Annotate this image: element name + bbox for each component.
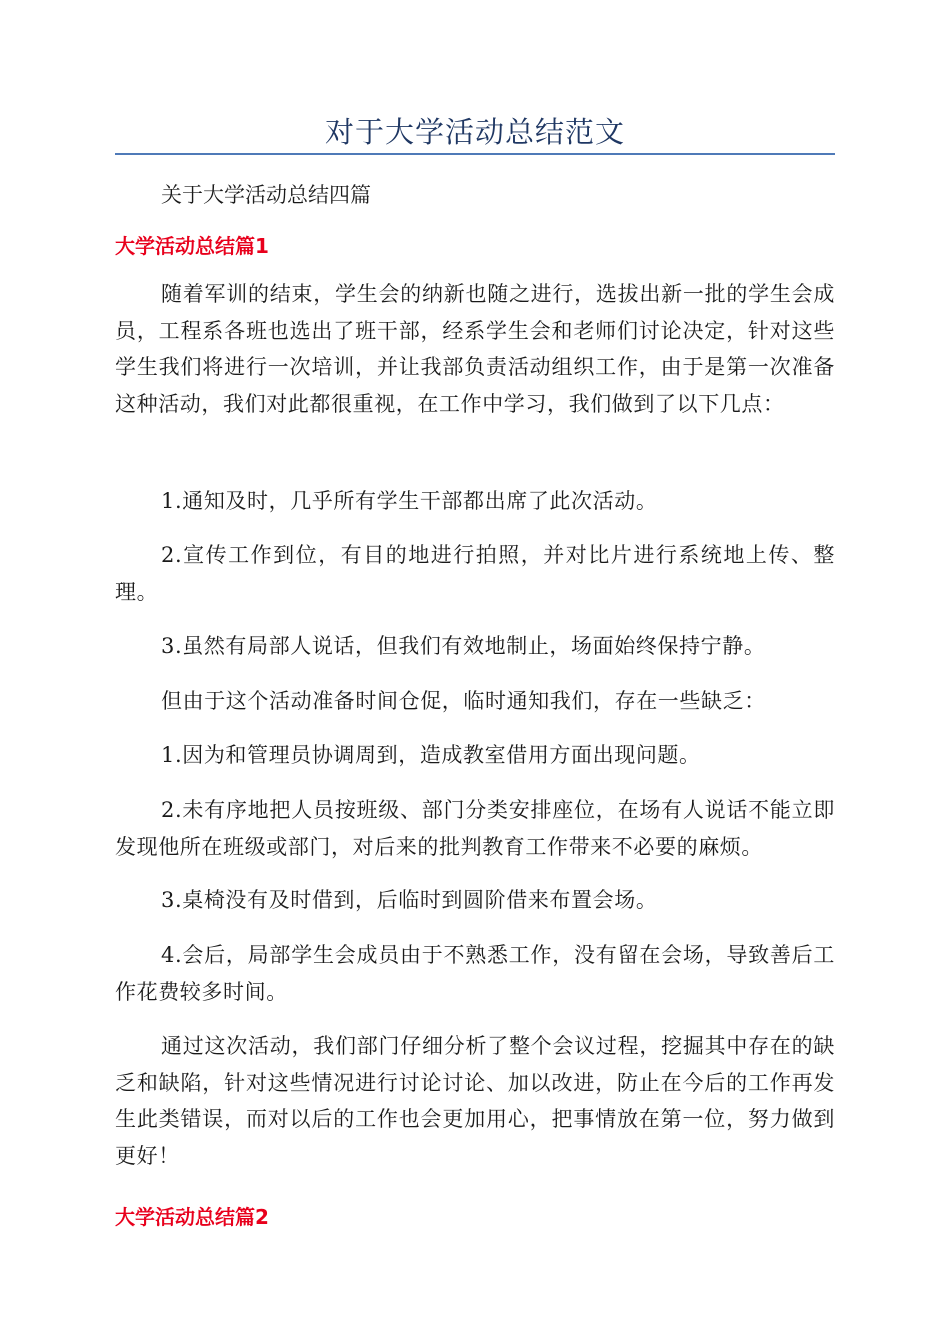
paragraph-issue-3: 3.桌椅没有及时借到，后临时到圆阶借来布置会场。 [161, 888, 658, 912]
paragraph-issue-4: 4.会后，局部学生会成员由于不熟悉工作，没有留在会场，导致善后工作花费较多时间。 [115, 943, 835, 1004]
document-title: 对于大学活动总结范文 [324, 115, 625, 149]
section-heading-1: 大学活动总结篇1 [115, 234, 269, 258]
document-subtitle: 关于大学活动总结四篇 [161, 183, 371, 207]
paragraph-point-3: 3.虽然有局部人说话，但我们有效地制止，场面始终保持宁静。 [161, 634, 766, 658]
paragraph-shortcomings: 但由于这个活动准备时间仓促，临时通知我们，存在一些缺乏： [161, 689, 766, 713]
title-divider [115, 153, 835, 155]
paragraph-conclusion: 通过这次活动，我们部门仔细分析了整个会议过程，挖掘其中存在的缺乏和缺陷，针对这些情况进行讨论讨论、加以改进，防止在今后的工作再发生此类错误，而对以后的工作也会更加用心，把事情放在第一位，努力做到更好！ [115, 1034, 835, 1168]
paragraph-point-1: 1.通知及时，几乎所有学生干部都出席了此次活动。 [161, 489, 658, 513]
paragraph-intro: 随着军训的结束，学生会的纳新也随之进行，选拔出新一批的学生会成员，工程系各班也选出了班干部，经系学生会和老师们讨论决定，针对这些学生我们将进行一次培训，并让我部负责活动组织工作，由于是第一次准备这种活动，我们对此都很重视，在工作中学习，我们做到了以下几点： [115, 282, 835, 416]
paragraph-issue-1: 1.因为和管理员协调周到，造成教室借用方面出现问题。 [161, 743, 701, 767]
section-heading-2: 大学活动总结篇2 [115, 1205, 269, 1229]
paragraph-issue-2: 2.未有序地把人员按班级、部门分类安排座位，在场有人说话不能立即发现他所在班级或部门，对后来的批判教育工作带来不必要的麻烦。 [115, 798, 835, 859]
paragraph-point-2: 2.宣传工作到位，有目的地进行拍照，并对比片进行系统地上传、整理。 [115, 543, 835, 604]
